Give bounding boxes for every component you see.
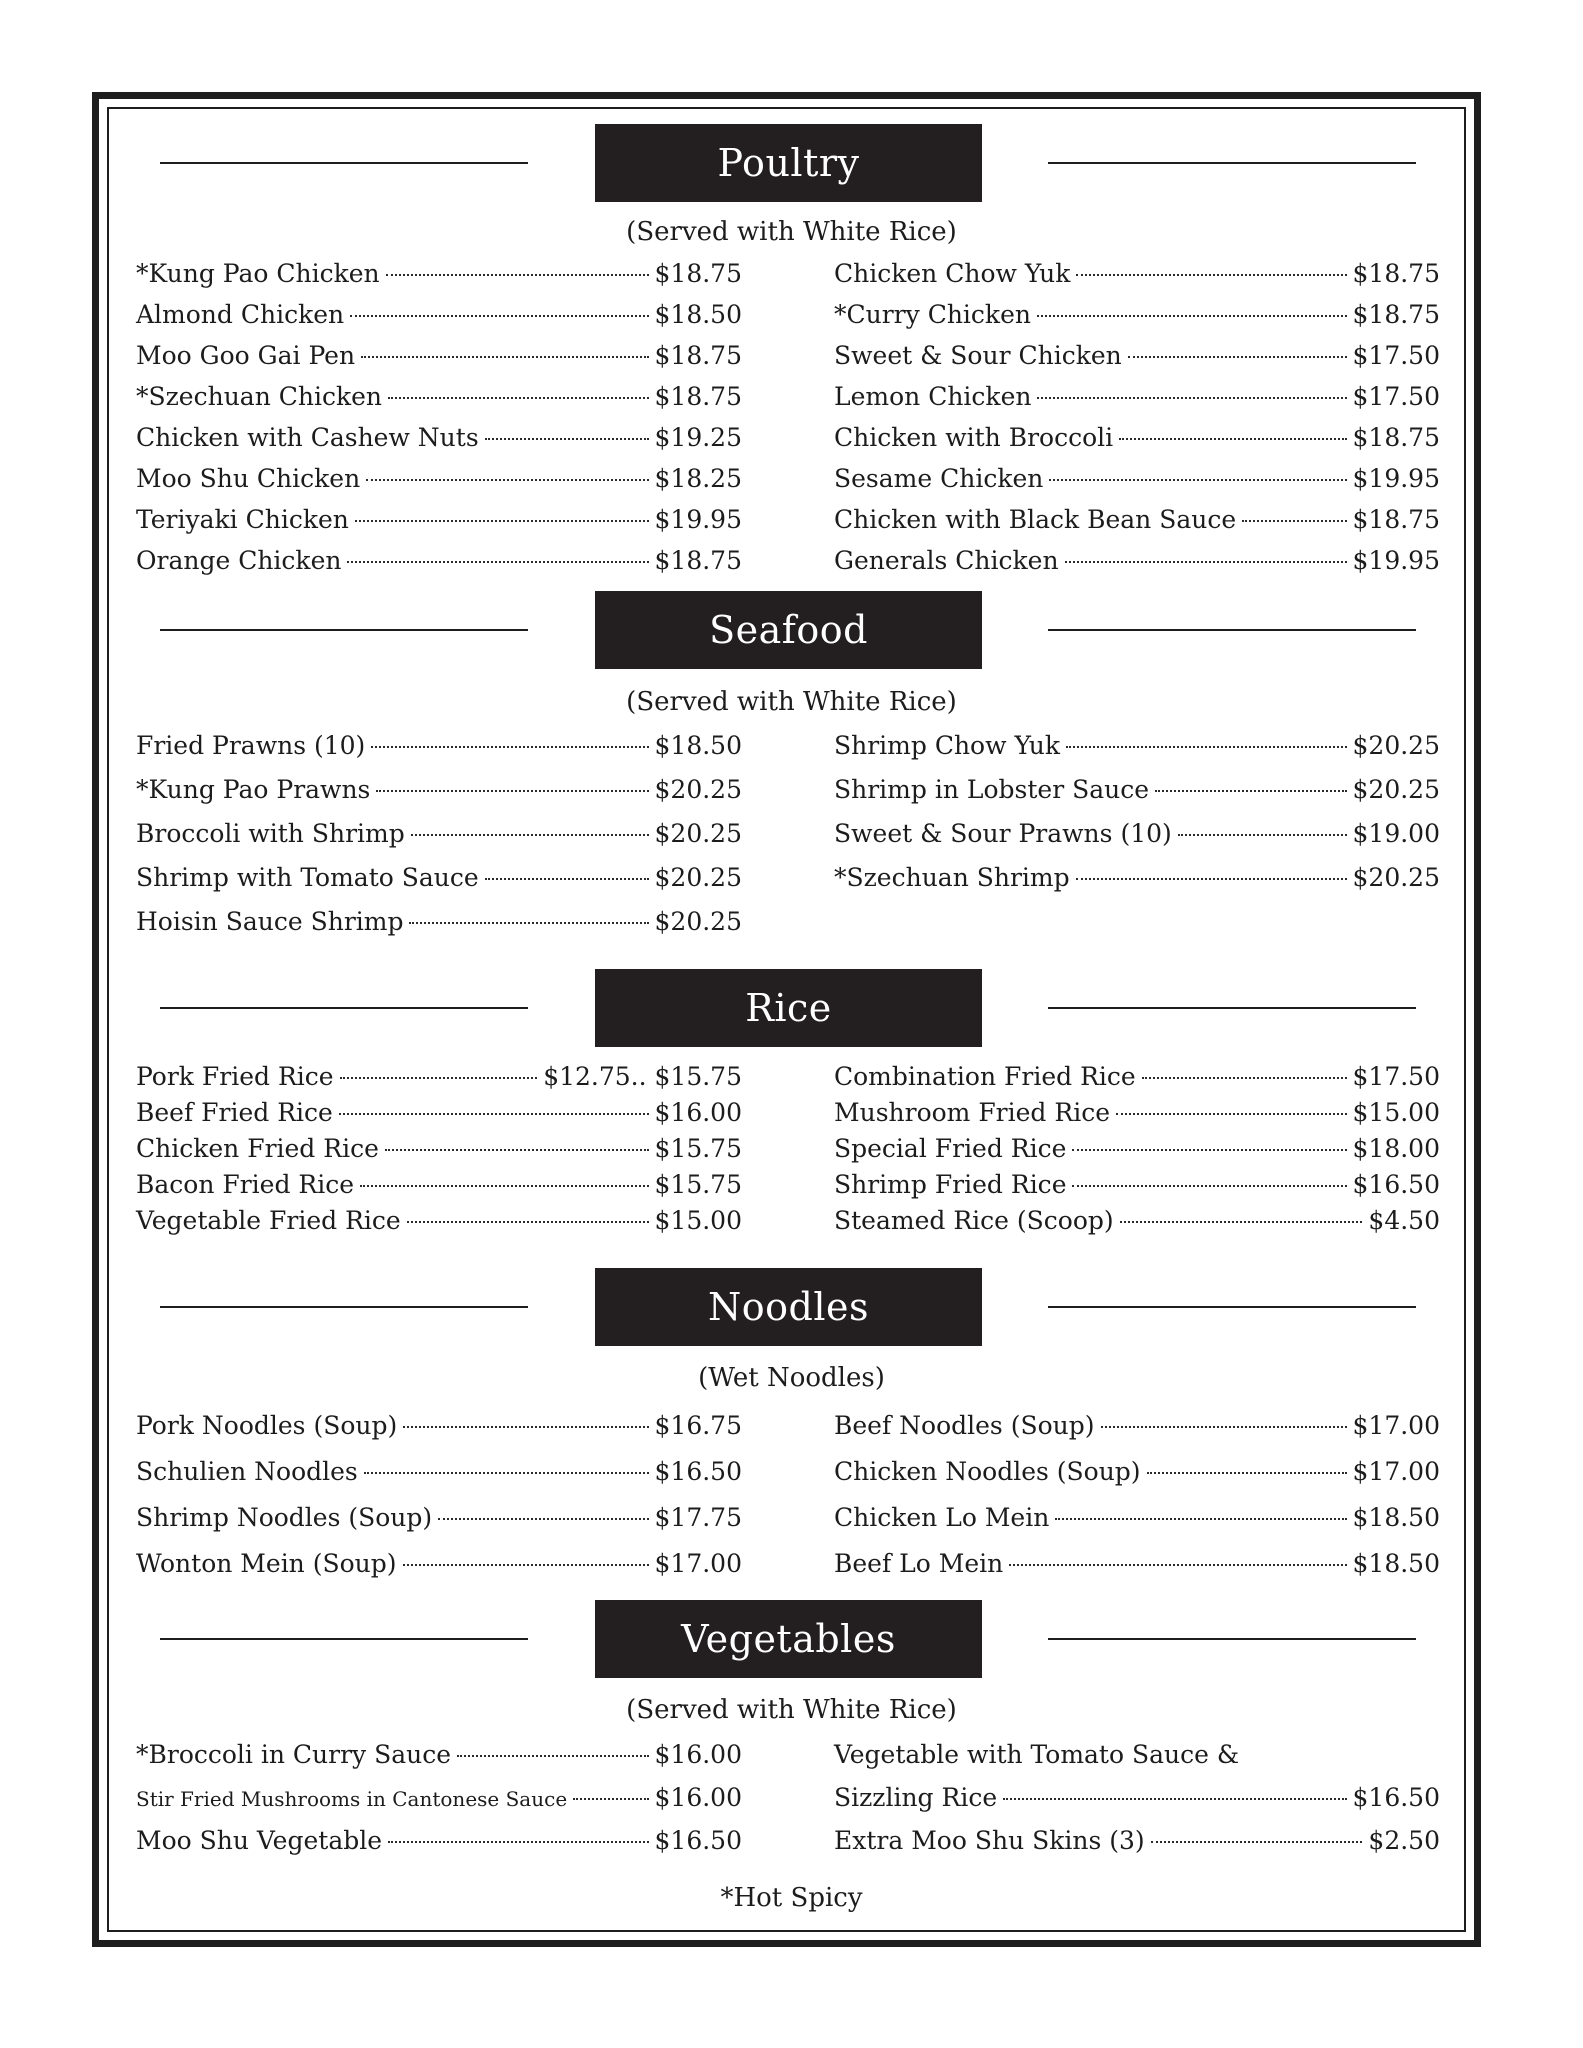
item-price: $20.25 xyxy=(654,907,742,936)
dot-leader xyxy=(438,1518,648,1520)
menu-item xyxy=(136,258,742,290)
header-rule-left xyxy=(160,1007,528,1009)
menu-item xyxy=(834,1410,1440,1442)
section-subtitle-vegetables: (Served with White Rice) xyxy=(626,1695,957,1725)
item-name: *Broccoli in Curry Sauce xyxy=(136,1740,452,1769)
menu-item xyxy=(834,340,1440,372)
item-name: Vegetable Fried Rice xyxy=(136,1206,401,1235)
section-title-rice: Rice xyxy=(595,969,982,1047)
item-price: $16.50 xyxy=(654,1457,742,1486)
menu-item xyxy=(834,258,1440,290)
item-price: $16.50 xyxy=(1352,1170,1440,1199)
dot-leader xyxy=(1151,1841,1363,1843)
item-name: Chicken with Black Bean Sauce xyxy=(834,505,1237,534)
item-name: Generals Chicken xyxy=(834,546,1059,575)
dot-leader xyxy=(1242,520,1346,522)
dot-leader xyxy=(485,438,649,440)
item-name: Steamed Rice (Scoop) xyxy=(834,1206,1114,1235)
item-name: Sizzling Rice xyxy=(834,1783,998,1812)
dot-leader xyxy=(409,922,648,924)
menu-item xyxy=(834,381,1440,413)
menu-item xyxy=(136,340,742,372)
item-price: $20.25 xyxy=(654,863,742,892)
menu-item xyxy=(834,1739,1440,1771)
dot-leader xyxy=(376,790,648,792)
item-price: $16.50 xyxy=(654,1826,742,1855)
item-name: Sweet & Sour Chicken xyxy=(834,341,1122,370)
item-price: $4.50 xyxy=(1368,1206,1440,1235)
dot-leader xyxy=(388,1841,648,1843)
header-rule-right xyxy=(1048,162,1416,164)
item-name: Mushroom Fried Rice xyxy=(834,1098,1110,1127)
menu-item xyxy=(834,463,1440,495)
dot-leader xyxy=(1155,790,1346,792)
menu-item xyxy=(834,1456,1440,1488)
item-name: Beef Fried Rice xyxy=(136,1098,333,1127)
item-name: Beef Lo Mein xyxy=(834,1549,1004,1578)
item-name: Schulien Noodles xyxy=(136,1457,358,1486)
item-name: Shrimp Chow Yuk xyxy=(834,731,1061,760)
item-price: $2.50 xyxy=(1368,1826,1440,1855)
menu-item xyxy=(136,730,742,762)
item-price: $18.75 xyxy=(654,382,742,411)
section-title-noodles: Noodles xyxy=(595,1268,982,1346)
item-name: Shrimp Fried Rice xyxy=(834,1170,1067,1199)
item-price: $15.75 xyxy=(654,1134,742,1163)
item-name: *Szechuan Chicken xyxy=(136,382,383,411)
dot-leader xyxy=(403,1564,649,1566)
menu-item xyxy=(136,1169,742,1201)
menu-item xyxy=(834,1097,1440,1129)
menu-item xyxy=(834,299,1440,331)
item-price: $20.25 xyxy=(654,819,742,848)
menu-item xyxy=(834,1548,1440,1580)
menu-item xyxy=(136,818,742,850)
menu-item xyxy=(136,862,742,894)
item-name: Sesame Chicken xyxy=(834,464,1044,493)
menu-item xyxy=(834,730,1440,762)
header-rule-left xyxy=(160,629,528,631)
menu-item xyxy=(136,1782,742,1815)
item-name: Shrimp Noodles (Soup) xyxy=(136,1503,433,1532)
menu-item xyxy=(136,1205,742,1237)
dot-leader xyxy=(1147,1472,1347,1474)
dot-leader xyxy=(1049,479,1346,481)
item-price: $17.75 xyxy=(654,1503,742,1532)
item-price: $18.75 xyxy=(1352,259,1440,288)
item-name: Sweet & Sour Prawns (10) xyxy=(834,819,1172,848)
section-subtitle-noodles: (Wet Noodles) xyxy=(698,1363,885,1393)
section-title-seafood: Seafood xyxy=(595,591,982,669)
dot-leader xyxy=(1076,274,1346,276)
menu-item xyxy=(834,1825,1440,1857)
dot-leader xyxy=(1128,356,1347,358)
hot-spicy-footnote: *Hot Spicy xyxy=(720,1883,863,1913)
dot-leader xyxy=(388,397,648,399)
menu-item xyxy=(834,422,1440,454)
header-rule-left xyxy=(160,162,528,164)
menu-item xyxy=(834,1502,1440,1534)
item-name: Special Fried Rice xyxy=(834,1134,1067,1163)
header-rule-right xyxy=(1048,629,1416,631)
menu-item xyxy=(136,422,742,454)
menu-item xyxy=(136,545,742,577)
item-price: $19.00 xyxy=(1352,819,1440,848)
dot-leader xyxy=(1072,1149,1346,1151)
item-price: $16.00 xyxy=(654,1098,742,1127)
dot-leader xyxy=(347,561,648,563)
dot-leader xyxy=(366,479,648,481)
item-name: Pork Fried Rice xyxy=(136,1062,334,1091)
item-name: Chicken Lo Mein xyxy=(834,1503,1050,1532)
menu-item xyxy=(136,1456,742,1488)
item-price: $17.50 xyxy=(1352,382,1440,411)
dot-leader xyxy=(1037,315,1347,317)
dot-leader xyxy=(1178,834,1347,836)
dot-leader xyxy=(1065,561,1347,563)
item-price: $16.75 xyxy=(654,1411,742,1440)
item-price: $20.25 xyxy=(654,775,742,804)
item-price: $20.25 xyxy=(1352,731,1440,760)
item-name: Chicken Fried Rice xyxy=(136,1134,379,1163)
item-name: Teriyaki Chicken xyxy=(136,505,349,534)
item-price: $17.00 xyxy=(654,1549,742,1578)
item-name: Combination Fried Rice xyxy=(834,1062,1136,1091)
dot-leader xyxy=(371,746,648,748)
item-name: Chicken with Broccoli xyxy=(834,423,1114,452)
item-name: Moo Shu Chicken xyxy=(136,464,361,493)
item-name: *Kung Pao Prawns xyxy=(136,775,371,804)
item-name: Fried Prawns (10) xyxy=(136,731,366,760)
menu-item xyxy=(136,381,742,413)
item-name: Stir Fried Mushrooms in Cantonese Sauce xyxy=(136,1787,568,1811)
item-price: $18.75 xyxy=(654,546,742,575)
menu-item xyxy=(136,299,742,331)
item-price: $17.50 xyxy=(1352,341,1440,370)
item-name: *Curry Chicken xyxy=(834,300,1031,329)
item-price: $17.00 xyxy=(1352,1411,1440,1440)
item-name: Beef Noodles (Soup) xyxy=(834,1411,1095,1440)
item-price: $18.00 xyxy=(1352,1134,1440,1163)
dot-leader xyxy=(411,834,649,836)
dot-leader xyxy=(1142,1077,1347,1079)
item-price: $15.00 xyxy=(1352,1098,1440,1127)
item-name: Broccoli with Shrimp xyxy=(136,819,405,848)
menu-item xyxy=(834,1133,1440,1165)
menu-item xyxy=(834,545,1440,577)
menu-item xyxy=(834,1205,1440,1237)
item-name: Shrimp in Lobster Sauce xyxy=(834,775,1150,804)
dot-leader xyxy=(386,274,649,276)
item-price: $18.50 xyxy=(654,731,742,760)
dot-leader xyxy=(407,1221,649,1223)
item-price: $18.50 xyxy=(1352,1503,1440,1532)
item-name: Hoisin Sauce Shrimp xyxy=(136,907,404,936)
menu-item xyxy=(136,1825,742,1857)
item-price: $12.75.. $15.75 xyxy=(543,1062,742,1091)
menu-item xyxy=(136,463,742,495)
dot-leader xyxy=(1003,1798,1346,1800)
item-name: Pork Noodles (Soup) xyxy=(136,1411,398,1440)
item-price: $15.75 xyxy=(654,1170,742,1199)
item-price: $17.00 xyxy=(1352,1457,1440,1486)
section-header-vegetables xyxy=(0,1600,1583,1678)
menu-item xyxy=(136,1410,742,1442)
item-name: Wonton Mein (Soup) xyxy=(136,1549,397,1578)
dot-leader xyxy=(340,1077,538,1079)
header-rule-right xyxy=(1048,1306,1416,1308)
item-name: Orange Chicken xyxy=(136,546,342,575)
item-name: *Szechuan Shrimp xyxy=(834,863,1070,892)
item-price: $18.75 xyxy=(654,341,742,370)
section-subtitle-poultry: (Served with White Rice) xyxy=(626,217,957,247)
dot-leader xyxy=(1066,746,1346,748)
item-price: $19.95 xyxy=(1352,546,1440,575)
header-rule-right xyxy=(1048,1007,1416,1009)
item-name: Shrimp with Tomato Sauce xyxy=(136,863,479,892)
menu-item xyxy=(834,1169,1440,1201)
dot-leader xyxy=(350,315,648,317)
menu-item xyxy=(136,1739,742,1771)
item-name: Moo Goo Gai Pen xyxy=(136,341,356,370)
item-price: $17.50 xyxy=(1352,1062,1440,1091)
item-price: $18.50 xyxy=(654,300,742,329)
item-price: $18.25 xyxy=(654,464,742,493)
menu-item xyxy=(834,774,1440,806)
menu-item xyxy=(834,1782,1440,1814)
dot-leader xyxy=(1119,438,1346,440)
header-rule-left xyxy=(160,1638,528,1640)
menu-item xyxy=(136,504,742,536)
menu-item xyxy=(136,1548,742,1580)
item-price: $18.75 xyxy=(654,259,742,288)
item-price: $15.00 xyxy=(654,1206,742,1235)
section-header-noodles xyxy=(0,1268,1583,1346)
dot-leader xyxy=(457,1755,648,1757)
item-price: $20.25 xyxy=(1352,775,1440,804)
item-price: $19.25 xyxy=(654,423,742,452)
dot-leader xyxy=(485,878,649,880)
section-header-rice xyxy=(0,969,1583,1047)
dot-leader xyxy=(1116,1113,1347,1115)
dot-leader xyxy=(573,1798,648,1800)
item-name: Chicken Chow Yuk xyxy=(834,259,1071,288)
menu-item xyxy=(834,504,1440,536)
menu-item xyxy=(834,1061,1440,1093)
dot-leader xyxy=(403,1426,648,1428)
dot-leader xyxy=(1120,1221,1363,1223)
item-price: $19.95 xyxy=(654,505,742,534)
item-name: Bacon Fried Rice xyxy=(136,1170,355,1199)
dot-leader xyxy=(1072,1185,1346,1187)
menu-item xyxy=(834,862,1440,894)
item-name: Moo Shu Vegetable xyxy=(136,1826,383,1855)
dot-leader xyxy=(385,1149,649,1151)
dot-leader xyxy=(364,1472,649,1474)
item-price: $19.95 xyxy=(1352,464,1440,493)
header-rule-left xyxy=(160,1306,528,1308)
dot-leader xyxy=(1009,1564,1346,1566)
menu-item xyxy=(136,1502,742,1534)
dot-leader xyxy=(355,520,649,522)
item-price: $20.25 xyxy=(1352,863,1440,892)
menu-item xyxy=(136,906,742,938)
dot-leader xyxy=(1101,1426,1347,1428)
header-rule-right xyxy=(1048,1638,1416,1640)
item-name: Chicken with Cashew Nuts xyxy=(136,423,479,452)
item-price: $18.75 xyxy=(1352,423,1440,452)
item-name: Almond Chicken xyxy=(136,300,345,329)
menu-item xyxy=(834,818,1440,850)
item-name: *Kung Pao Chicken xyxy=(136,259,380,288)
dot-leader xyxy=(1037,397,1346,399)
item-price: $18.50 xyxy=(1352,1549,1440,1578)
dot-leader xyxy=(1055,1518,1346,1520)
dot-leader xyxy=(339,1113,649,1115)
menu-item xyxy=(136,774,742,806)
item-name: Chicken Noodles (Soup) xyxy=(834,1457,1141,1486)
item-price: $16.00 xyxy=(654,1740,742,1769)
dot-leader xyxy=(361,356,648,358)
item-name: Vegetable with Tomato Sauce & xyxy=(834,1740,1240,1769)
section-title-poultry: Poultry xyxy=(595,124,982,202)
section-title-vegetables: Vegetables xyxy=(595,1600,982,1678)
item-name: Lemon Chicken xyxy=(834,382,1032,411)
section-header-poultry xyxy=(0,124,1583,202)
dot-leader xyxy=(360,1185,648,1187)
item-name: Extra Moo Shu Skins (3) xyxy=(834,1826,1145,1855)
item-price: $16.50 xyxy=(1352,1783,1440,1812)
menu-item xyxy=(136,1061,742,1093)
menu-item xyxy=(136,1097,742,1129)
item-price: $16.00 xyxy=(654,1783,742,1812)
menu-item xyxy=(136,1133,742,1165)
item-price: $18.75 xyxy=(1352,505,1440,534)
item-price: $18.75 xyxy=(1352,300,1440,329)
section-subtitle-seafood: (Served with White Rice) xyxy=(626,687,957,717)
section-header-seafood xyxy=(0,591,1583,669)
dot-leader xyxy=(1076,878,1347,880)
